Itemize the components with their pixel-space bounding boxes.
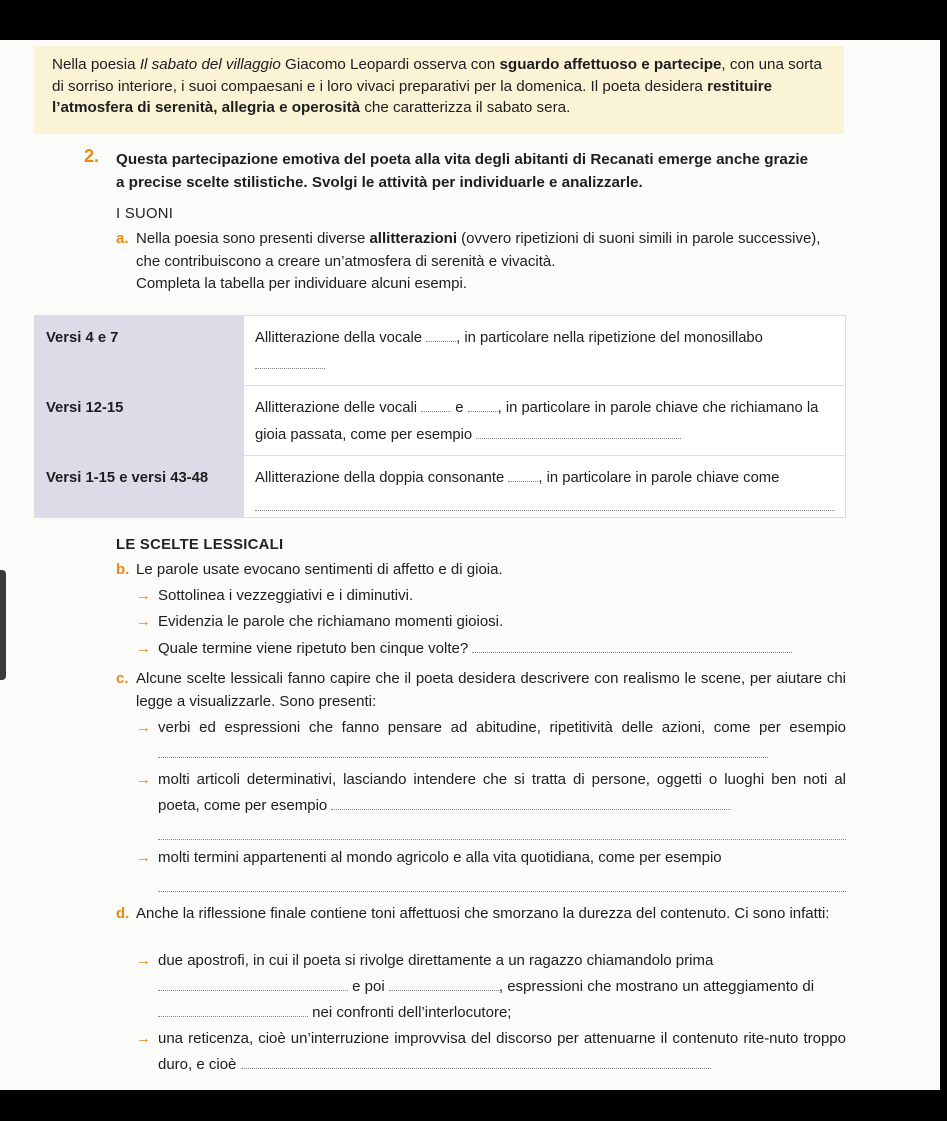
answer-blank[interactable] [255, 356, 325, 369]
arrow-icon: → [136, 613, 151, 630]
list-item-prompt: molti articoli determinativi, lasciando intendere che si tratta di persone, oggetti o luoghi ben noti al poeta, come per esempio [158, 771, 846, 814]
answer-blank[interactable] [426, 329, 456, 342]
row-text-part: e [451, 400, 468, 416]
item-a-part: (ovvero ripetizioni di suoni simili in parole successive), che contribuiscono a creare un’atmosfera di serenità e vivacità. [136, 230, 821, 270]
item-letter-a: a. [116, 230, 129, 247]
poem-title: Il sabato del villaggio [139, 56, 281, 73]
answer-blank[interactable] [508, 469, 538, 482]
item-letter-b: b. [116, 561, 130, 578]
answer-blank[interactable] [331, 797, 731, 810]
list-item [136, 609, 846, 635]
list-item [136, 845, 846, 892]
answer-line[interactable] [158, 879, 846, 892]
intro-box [34, 46, 844, 134]
answer-blank[interactable] [241, 1056, 711, 1069]
answer-blank[interactable] [158, 745, 768, 758]
row-text-part: Allitterazione della vocale [255, 330, 427, 346]
list-item-text [158, 1026, 846, 1078]
answer-blank[interactable] [158, 978, 348, 991]
list-item [136, 583, 846, 609]
list-item-prompt: , espressioni che mostrano un atteggiamento di [498, 978, 815, 995]
item-a-text [136, 228, 836, 296]
list-item-text: Sottolinea i vezzeggiativi e i diminutivi. [158, 587, 414, 604]
list-item-prompt: molti termini appartenenti al mondo agricolo e alla vita quotidiana, come per esempio [158, 849, 722, 866]
table-row [35, 456, 846, 518]
intro-text: Giacomo Leopardi osserva con [280, 56, 500, 73]
question-number: 2. [84, 146, 100, 166]
item-a-instruction: Completa la tabella per individuare alcuni esempi. [136, 275, 468, 292]
arrow-icon: → [136, 1030, 151, 1047]
section-heading-suoni: I SUONI [116, 206, 174, 222]
table-row [35, 316, 846, 386]
list-item-text: Evidenzia le parole che richiamano momenti gioiosi. [158, 613, 504, 630]
answer-blank[interactable] [468, 399, 498, 412]
row-label: Versi 1-15 e versi 43-48 [35, 456, 244, 518]
row-text [244, 386, 846, 456]
scroll-handle[interactable] [0, 570, 6, 680]
list-item-question: Quale termine viene ripetuto ben cinque volte? [158, 640, 469, 657]
row-text-part: , in particolare nella ripetizione del monosillabo [456, 330, 763, 346]
row-text [244, 456, 846, 518]
list-item-prompt: una reticenza, cioè un’interruzione improvvisa del discorso per attenuarne il contenuto rite-nuto troppo duro, e cioè [158, 1030, 846, 1073]
answer-blank[interactable] [472, 640, 792, 653]
arrow-icon: → [136, 771, 151, 788]
item-c-text: Alcune scelte lessicali fanno capire che il poeta desidera descrivere con realismo le scene, per aiutare chi legge a visualizzarle. Sono presenti: [136, 670, 846, 710]
list-item-text [158, 845, 846, 892]
answer-line[interactable] [158, 827, 846, 840]
list-item-text [158, 948, 846, 1026]
list-item [136, 767, 846, 840]
item-d-text: Anche la riflessione finale contiene toni affettuosi che smorzano la durezza del contenuto. Ci sono infatti: [136, 905, 830, 922]
list-item-text [158, 636, 846, 662]
list-item-text [158, 767, 846, 840]
intro-bold: restituire l’atmosfera di serenità, allegria e operosità [52, 77, 773, 116]
item-letter-c: c. [116, 670, 129, 687]
row-label: Versi 12-15 [35, 386, 244, 456]
answer-line[interactable] [255, 498, 835, 511]
answer-blank[interactable] [389, 978, 499, 991]
item-b-text: Le parole usate evocano sentimenti di affetto e di gioia. [136, 561, 503, 578]
list-item-text [158, 715, 846, 767]
answer-blank[interactable] [158, 1004, 308, 1017]
list-item [136, 715, 846, 767]
list-item [136, 636, 846, 662]
answer-blank[interactable] [421, 399, 451, 412]
intro-bold: sguardo affettuoso e partecipe [499, 56, 722, 73]
list-item [136, 1026, 846, 1078]
allitterazioni-term: allitterazioni [369, 230, 457, 247]
arrow-icon: → [136, 849, 151, 866]
section-heading-lessicali: LE SCELTE LESSICALI [116, 537, 284, 553]
row-text [244, 316, 846, 386]
arrow-icon: → [136, 952, 151, 969]
list-item [136, 948, 846, 1026]
answer-blank[interactable] [476, 426, 681, 439]
list-item-prompt: due apostrofi, in cui il poeta si rivolge direttamente a un ragazzo chiamandolo prima [158, 952, 714, 969]
row-text-part: Allitterazione della doppia consonante [255, 470, 509, 486]
table-row [35, 386, 846, 456]
intro-text: che caratterizza il sabato sera. [360, 99, 571, 116]
worksheet-page [0, 40, 940, 1090]
row-label: Versi 4 e 7 [35, 316, 244, 386]
row-text-part: Allitterazione delle vocali [255, 400, 422, 416]
list-item-prompt: e poi [352, 978, 385, 995]
arrow-icon: → [136, 719, 151, 736]
item-letter-d: d. [116, 905, 130, 922]
allitteration-table [34, 315, 846, 518]
row-text-part: , in particolare in parole chiave come [538, 470, 780, 486]
list-item-prompt: verbi ed espressioni che fanno pensare ad abitudine, ripetitività delle azioni, come per esempio [158, 719, 846, 736]
item-a-part: Nella poesia sono presenti diverse [136, 230, 370, 247]
arrow-icon: → [136, 640, 151, 657]
arrow-icon: → [136, 587, 151, 604]
intro-text: , con una sorta di sorriso interiore, i suoi compaesani e i loro vivaci preparativi per la domenica. Il poeta desidera [52, 56, 822, 95]
list-item-prompt: nei confronti dell’interlocutore; [312, 1004, 512, 1021]
row-text-part: , in particolare in parole chiave che richiamano la gioia passata, come per esempio [255, 400, 819, 443]
question-text: Questa partecipazione emotiva del poeta alla vita degli abitanti di Recanati emerge anche grazie a precise scelte stilistiche. Svolgi le attività per individuarle e analizzarle. [116, 151, 809, 191]
intro-text: Nella poesia [52, 56, 140, 73]
